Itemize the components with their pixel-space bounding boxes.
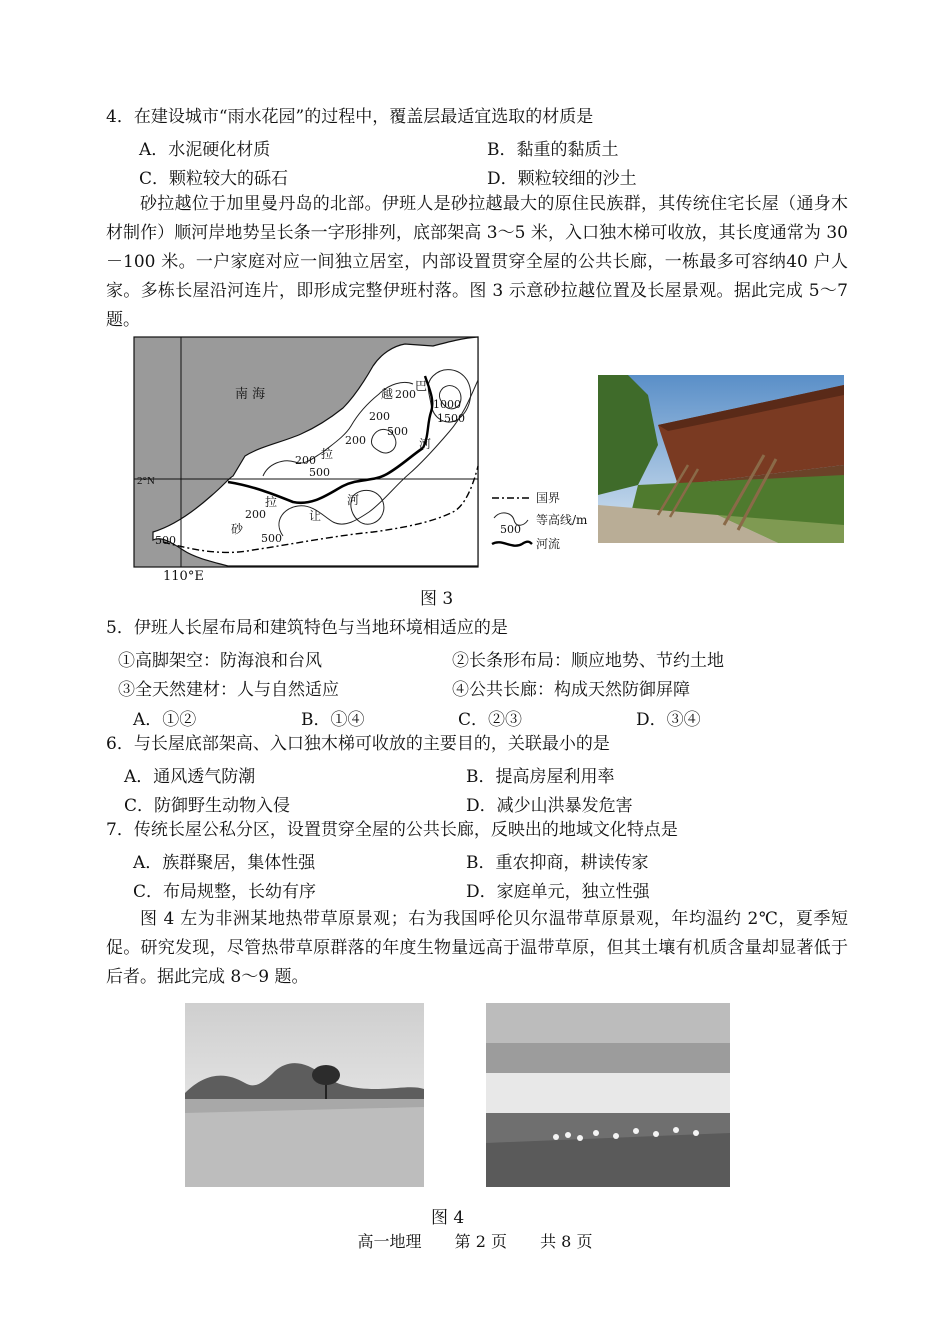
sarawak-map xyxy=(133,336,479,568)
q7-option-b: B．重农抑商，耕读传家 xyxy=(466,853,649,873)
page-footer xyxy=(0,1229,950,1252)
place-char: 让 xyxy=(309,509,322,523)
q4-option-c: C．颗粒较大的砾石 xyxy=(139,169,289,189)
q4-option-b: B．黏重的黏质土 xyxy=(487,140,619,160)
sea-label: 南 海 xyxy=(235,387,266,402)
q5-item-1: ①高脚架空：防海浪和台风 xyxy=(118,651,322,671)
q4-option-a: A．水泥硬化材质 xyxy=(139,140,271,160)
contour-label-200: 200 xyxy=(295,454,316,467)
q5-option-a: A．①② xyxy=(133,710,197,730)
passage-grassland: 图 4 左为非洲某地热带草原景观；右为我国呼伦贝尔温带草原景观，年均温约 2℃，夏季短促。研究发现，尽管热带草原群落的年度生物量远高于温带草原，但其土壤有机质含量却显著低于后者。据此完成 8～9 题。 xyxy=(106,909,848,987)
q5-stem: 5．伊班人长屋布局和建筑特色与当地环境相适应的是 xyxy=(106,618,508,638)
contour-label-500: 500 xyxy=(387,425,408,438)
contour-label-500: 500 xyxy=(261,532,282,545)
q5-option-b: B．①④ xyxy=(301,710,365,730)
place-char: 越 xyxy=(381,387,394,401)
contour-label-200: 200 xyxy=(395,388,416,401)
q5-item-4: ④公共长廊：构成天然防御屏障 xyxy=(452,680,690,700)
q7-option-a: A．族群聚居，集体性强 xyxy=(133,853,316,873)
q7-option-d: D．家庭单元，独立性强 xyxy=(466,882,650,902)
place-char: 砂 xyxy=(231,522,244,536)
place-char: 河 xyxy=(347,493,360,507)
footer-page: 第 2 页 xyxy=(454,1232,507,1251)
contour-label-200: 200 xyxy=(345,434,366,447)
contour-label-200: 200 xyxy=(369,410,390,423)
q5-option-c: C．②③ xyxy=(458,710,523,730)
legend-border-label: 国界 xyxy=(536,491,561,505)
q6-option-d: D．减少山洪暴发危害 xyxy=(466,796,633,816)
longhouse-photo xyxy=(598,375,844,543)
legend-river-label: 河流 xyxy=(536,537,561,551)
passage-sarawak: 砂拉越位于加里曼丹岛的北部。伊班人是砂拉越最大的原住民族群，其传统住宅长屋（通身木材制作）顺河岸地势呈长条一字形排列，底部架高 3～5 米，入口独木梯可收放，其长度通常为 30－100 米。一户家庭对应一间独立居室，内部设置贯穿全屋的公共长廊，一栋最多可容纳40 户人家。多栋长屋沿河连片，即形成完整伊班村落。图 3 示意砂拉越位置及长屋景观。据此完成 5～7 题。 xyxy=(106,194,848,330)
contour-label-500: 500 xyxy=(309,466,330,479)
q7-option-c: C．布局规整，长幼有序 xyxy=(133,882,317,902)
lat-label: 2°N xyxy=(137,475,155,487)
contour-label-1000: 1000 xyxy=(433,398,461,411)
legend-contour-sample: 500 xyxy=(500,523,521,536)
contour-label-500: 500 xyxy=(155,534,176,547)
place-char: 巴 xyxy=(415,379,428,393)
q6-option-b: B．提高房屋利用率 xyxy=(466,767,615,787)
place-char: 拉 xyxy=(321,447,334,461)
lon-label: 110°E xyxy=(163,569,204,584)
legend-contour-label: 等高线/m xyxy=(536,513,588,527)
q4-option-d: D．颗粒较细的沙土 xyxy=(487,169,637,189)
savanna-photo xyxy=(185,1003,424,1187)
contour-label-1500: 1500 xyxy=(437,412,465,425)
contour-label-200: 200 xyxy=(245,508,266,521)
q5-item-2: ②长条形布局：顺应地势、节约土地 xyxy=(452,651,724,671)
temperate-grassland-photo xyxy=(486,1003,730,1187)
place-char: 拉 xyxy=(265,495,278,509)
q7-stem: 7．传统长屋公私分区，设置贯穿全屋的公共长廊，反映出的地域文化特点是 xyxy=(106,820,678,840)
q5-option-d: D．③④ xyxy=(636,710,701,730)
fig3-caption: 图 3 xyxy=(420,589,454,609)
footer-total: 共 8 页 xyxy=(540,1232,593,1251)
map-legend xyxy=(490,488,594,554)
footer-subject: 高一地理 xyxy=(357,1232,422,1251)
q4-stem: 4．在建设城市“雨水花园”的过程中，覆盖层最适宜选取的材质是 xyxy=(106,107,594,127)
q5-item-3: ③全天然建材：人与自然适应 xyxy=(118,680,339,700)
fig4-caption: 图 4 xyxy=(431,1208,465,1228)
legend-river-symbol xyxy=(492,542,532,546)
q6-option-c: C．防御野生动物入侵 xyxy=(124,796,291,816)
q6-stem: 6．与长屋底部架高、入口独木梯可收放的主要目的，关联最小的是 xyxy=(106,734,610,754)
q6-option-a: A．通风透气防潮 xyxy=(124,767,256,787)
place-char: 河 xyxy=(419,437,432,451)
